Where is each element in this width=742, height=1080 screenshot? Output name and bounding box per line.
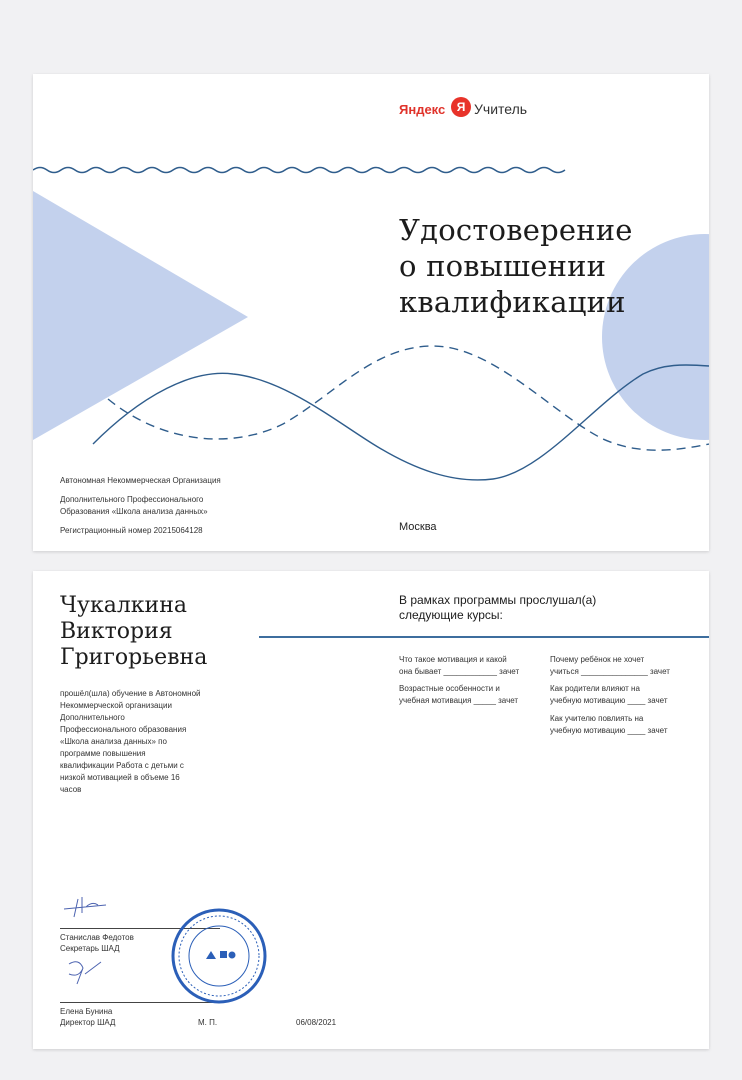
course-result: учебную мотивацию ____ зачет xyxy=(550,696,668,705)
yandex-logo: Яндекс xyxy=(399,102,446,117)
course-item xyxy=(550,683,686,707)
certificate-cover-page xyxy=(33,74,709,551)
course-title: Почему ребёнок не хочет xyxy=(550,655,645,664)
course-item xyxy=(550,654,686,678)
course-result: учебную мотивацию ____ зачет xyxy=(550,726,668,735)
signature-bunina xyxy=(63,956,108,986)
courses-heading xyxy=(399,593,689,623)
signature-fedotov xyxy=(60,889,110,919)
desc-line: «Школа анализа данных» по xyxy=(60,737,167,746)
org-line: Дополнительного Профессионального xyxy=(60,495,204,504)
section-divider xyxy=(259,636,709,638)
heading-line: следующие курсы: xyxy=(399,608,503,622)
org-line: Образования «Школа анализа данных» xyxy=(60,507,208,516)
training-description xyxy=(60,688,260,796)
signer-1 xyxy=(60,932,134,954)
name-line: Виктория xyxy=(60,619,173,644)
uchitel-logo-icon: Я xyxy=(451,97,471,117)
desc-line: Дополнительного xyxy=(60,713,125,722)
course-title: Что такое мотивация и какой xyxy=(399,655,507,664)
organization-info xyxy=(60,475,290,544)
light-blue-triangle xyxy=(33,191,248,440)
signer-name: Станислав Федотов xyxy=(60,933,134,942)
uchitel-logo-text: Учитель xyxy=(474,101,528,117)
course-result: учиться _______________ зачет xyxy=(550,667,670,676)
org-line: Автономная Некоммерческая Организация xyxy=(60,476,221,485)
desc-line: прошёл(шла) обучение в Автономной xyxy=(60,689,201,698)
desc-line: программе повышения xyxy=(60,749,146,758)
certificate-details-page xyxy=(33,571,709,1049)
desc-line: часов xyxy=(60,785,82,794)
desc-line: квалификации Работа с детьми с xyxy=(60,761,184,770)
course-title: Как родители влияют на xyxy=(550,684,640,693)
issue-date: 06/08/2021 xyxy=(296,1018,337,1027)
desc-line: низкой мотивацией в объеме 16 xyxy=(60,773,180,782)
city-label: Москва xyxy=(399,521,437,533)
desc-line: Некоммерческой организации xyxy=(60,701,172,710)
heading-line: В рамках программы прослушал(а) xyxy=(399,593,597,607)
title-line: о повышении xyxy=(399,249,607,283)
signer-role: Директор ШАД xyxy=(60,1018,116,1027)
signer-name: Елена Бунина xyxy=(60,1007,113,1016)
top-wavy-line xyxy=(33,168,565,173)
course-item xyxy=(550,713,686,737)
name-line: Григорьевна xyxy=(60,645,208,670)
signer-2 xyxy=(60,1006,115,1028)
course-result: она бывает ____________ зачет xyxy=(399,667,520,676)
name-line: Чукалкина xyxy=(60,593,187,618)
course-item xyxy=(399,654,535,678)
course-item xyxy=(399,683,535,707)
stamp-label: М. П. xyxy=(198,1018,218,1027)
desc-line: Профессионального образования xyxy=(60,725,187,734)
registration-number: Регистрационный номер 20215064128 xyxy=(60,526,203,535)
signer-role: Секретарь ШАД xyxy=(60,944,120,953)
course-title: Как учителю повлиять на xyxy=(550,714,644,723)
recipient-name xyxy=(60,593,280,671)
certificate-title xyxy=(399,212,699,320)
course-title: Возрастные особенности и xyxy=(399,684,500,693)
course-result: учебная мотивация _____ зачет xyxy=(399,696,519,705)
title-line: Удостоверение xyxy=(399,213,633,247)
title-line: квалификации xyxy=(399,285,626,319)
round-stamp xyxy=(170,907,268,1005)
